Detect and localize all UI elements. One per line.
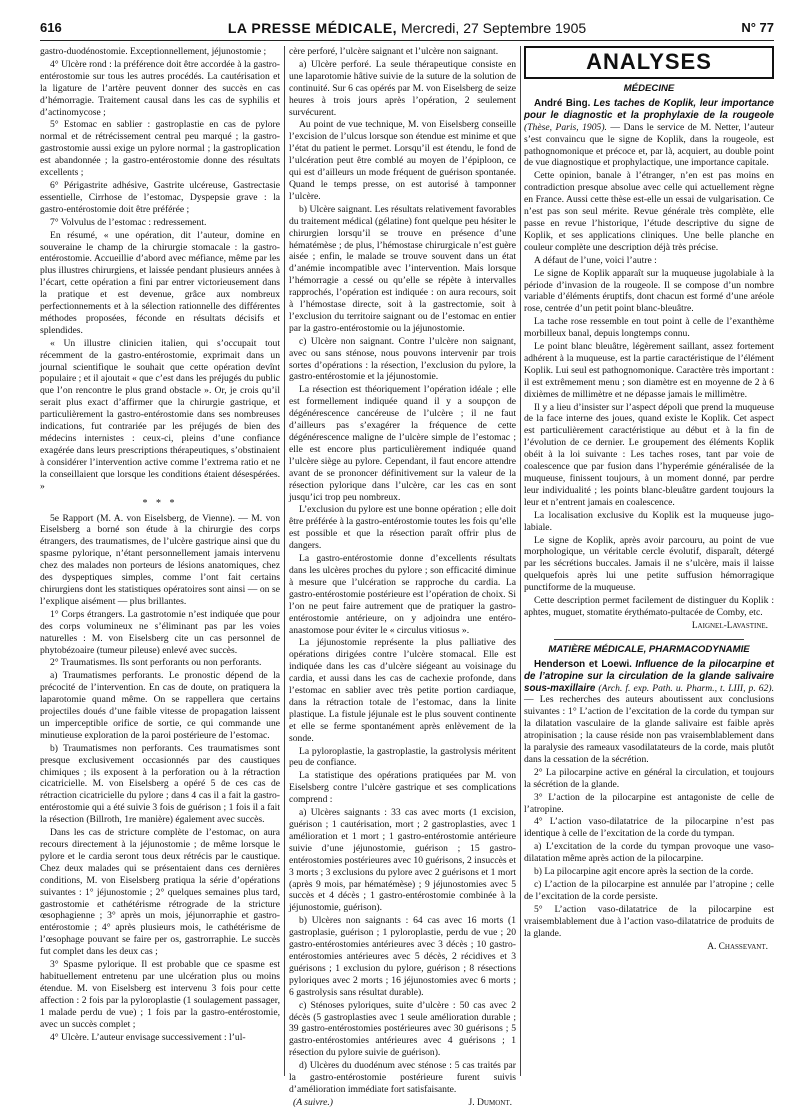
article-abstract [524, 98, 774, 169]
paragraph: cère perforé, l’ulcère saignant et l’ulcère non saignant. [289, 46, 499, 57]
paragraph: Cette description permet facilement de distinguer du Koplik : aphtes, muguet, stomatite érythémato-pultacée de Comby, etc. [524, 595, 774, 618]
paragraph: a) Traumatismes perforants. Le pronostic dépend de la précocité de l’intervention. En cas de doute, on pratiquera la laparotomie quand même. On se rappellera que certains projectiles doués d’une faible vitesse de propagation laissent un imperceptible orifice de sortie, ce qui commande une minutieuse exploration de la paroi postérieure de l’estomac. [40, 670, 280, 741]
section-title-analyses: ANALYSES [524, 46, 774, 79]
paragraph: La jéjunostomie représente la plus palliative des opérations dirigées contre l’ulcère stomacal. Elle est indiquée dans les cas d’ulcère siégeant au voisinage du cardia, et aussi dans les cas de cachexie profonde, dans l’estomac en sablier avec très petite portion cardiaque, dans la rétraction totale de l’estomac, dans la linite plastique. La fistule jéjunale est le plus souvent continente et elle se ferme spontanément après enlèvement de la sonde. [289, 637, 516, 744]
article-footer [289, 1097, 516, 1109]
paragraph: Il y a lieu d’insister sur l’aspect dépoli que prend la muqueuse de la face interne des joues, quand existe le Koplik. Cet aspect est particulièrement caractéristique au début et à la fin de l’évolution de ce dernier. Le groupement des éléments Koplik obéit à la loi suivante : Les taches roses, tant par voie de coalescence que par fusion dans l’hyperémie généralisée de la muqueuse, finissent toujours, à un moment donné, par perdre leur individualité ; les points blanc-bleuâtre gardent toujours la leur et n’entrent jamais en coalescence. [524, 401, 774, 508]
paragraph: 4° Ulcère. L’auteur envisage successivement : l’ul- [50, 1031, 246, 1043]
paragraph: La pyloroplastie, la gastroplastie, la gastrolysis méritent peu de confiance. [289, 745, 516, 769]
article-reference: (Arch. f. exp. Path. u. Pharm., t. LIII, p. 62). [598, 682, 774, 694]
paragraph: 3° L’action de la pilocarpine est antagoniste de celle de l’atropine. [524, 791, 774, 815]
author-signature: A. Chassevant. [707, 941, 768, 952]
column-rule [520, 46, 521, 1076]
paragraph: 5e Rapport (M. A. von Eiselsberg, de Vienne). — M. von Eiselsberg a borné son étude à la chirurgie des corps étrangers, des traumatismes, de l’ulcère gastrique ainsi que du spasme pylorique, n’étant personnellement jamais intervenu chez des malades non porteurs de lésions anatomiques, chez des dyspeptiques simples, comme l’ont fait certains chirurgiens dont les statistiques opératoires sont ainsi — on se l’explique aisément — plus brillantes. [40, 512, 280, 607]
paragraph: 3° Spasme pylorique. Il est probable que ce spasme est habituellement entretenu par une ulcération plus ou moins étendue. M. von Eiselsberg est intervenu 3 fois pour cette affection : 2 fois par la pyloroplastie (1 soulagement passager, 1 malade perdu de vue) ; 1 fois par la gastro-entérostomie, avec un succès complet ; [40, 959, 280, 1030]
paragraph: La statistique des opérations pratiquées par M. von Eiselsberg contre l’ulcère gastrique et ses complications comprend : [289, 770, 516, 806]
author-signature: Laignel-Lavastine. [691, 620, 768, 631]
paragraph: La localisation exclusive du Koplik est la muqueuse jugo-labiale. [524, 509, 774, 533]
paragraph: c) Ulcère non saignant. Contre l’ulcère non saignant, avec ou sans sténose, nous pouvons intervenir par trois sortes d’opérations : la résection, l’exclusion du pylore, la gastro-entérostomie et la jéjunostomie. [289, 335, 516, 383]
paragraph: c) Sténoses pyloriques, suite d’ulcère : 50 cas avec 2 décès (5 gastroplasties avec 1 seule amélioration durable ; 39 gastro-entérostomies postérieures avec 30 guérisons ; 5 gastro-entérostomies antérieures avec 4 guérisons ; 1 résection du pylore suivie de guérison). [289, 999, 516, 1059]
paragraph: Le signe de Koplik apparaît sur la muqueuse jugolabiale à la période d’invasion de la rougeole. Il se compose d’un nombre variable d’éléments éruptifs, dont chacun est formé d’une aréole rose, centrée d’un petit point blanc-bleuâtre. [524, 267, 774, 315]
paragraph: 4° Ulcère rond : la préférence doit être accordée à la gastro-entérostomie sur tous les autres procédés. La cautérisation et la ligature de l’artère peuvent donner des succès en cas d’hémorragie. Traitement causal dans les cas de syphilis et d’actinomycose ; [40, 58, 280, 118]
paragraph: b) Ulcère saignant. Les résultats relativement favorables du traitement médical (gélatine) font quelque peu hésiter le chirurgien lorsqu’il se trouve en présence d’une hématémèse ; de plus, l’hémostase chirurgicale n’est guère aisée ; enfin, le malade se trouve souvent dans un état d’anémie incompatible avec l’intervention. Mais lorsque l’hémorragie a cessé ou qu’elle se répète à intervalles rapprochés, l’opération est indiquée : on aura recours, soit à l’hémostase directe, soit à la gastrectomie, soit à l’exclusion du territoire saignant ou de l’estomac en entier par la gastro-entérostomie ou la jéjunostomie. [289, 203, 516, 334]
paragraph: a) Ulcères saignants : 33 cas avec morts (1 excision, guérison ; 1 cautérisation, mort ; 2 gastroplasties, avec 1 amélioration et 1 mort ; 1 gastro-entérostomie antérieure suivie d’une jéjunostomie, guérison ; 15 gastro-entérostomies postérieures avec 10 guérisons, 2 insuccès et 3 morts ; 3 exclusions du pylore avec 2 guérisons et 1 mort (après 9 mois, par hématémèse) ; 9 jéjunostomies avec 5 succès et 4 décès ; 1 gastro-entérostomie combinée à la jéjunostomie, guérison). [289, 807, 516, 914]
paragraph: 5° L’action vaso-dilatatrice de la pilocarpine est vraisemblablement due à l’action vaso-dilatatrice de produits de la glande. [524, 903, 774, 939]
paragraph: La gastro-entérostomie donne d’excellents résultats dans les ulcères proches du pylore ; son efficacité diminue à mesure que l’ulcération se rapproche du cardia. La gastro-entérostomie postérieure est l’opération de choix. Si l’on ne peut faire autrement que de pratiquer la gastro-entérostomie antérieure, on y adjoindra une entéro-anastomose pour éviter le « circulus vitiosus ». [289, 553, 516, 636]
article-reference: (Thèse, Paris, 1905). [524, 121, 607, 133]
paragraph: A défaut de l’une, voici l’autre : [534, 254, 657, 266]
paragraph: 2° Traumatismes. Ils sont perforants ou non perforants. [50, 657, 262, 669]
masthead [40, 20, 774, 36]
publication-name: LA PRESSE MÉDICALE, [227, 20, 398, 36]
article-title: Les taches de Koplik, leur importance pour le diagnostic et la prophylaxie de la rougeole [524, 97, 774, 121]
page-number: 616 [40, 20, 62, 35]
author-signature: J. Dumont. [468, 1096, 512, 1108]
paragraph: La résection est théoriquement l’opération idéale ; elle est formellement indiquée quand il y a soupçon de dégénérescence cancéreuse de l’ulcère ; il ne faut d’ailleurs pas s’exagérer la fréquence de cette dégénérescence maligne de l’ulcère simple de l’estomac ; elle est encore plus particulièrement indiquée quand l’ulcère siège au pylore. Cependant, il faut encore attendre avant de se prononcer définitivement sur la valeur de la résection pylorique dans l’ulcère, car les cas en sont jusqu’ici trop peu nombreux. [289, 384, 516, 503]
section-separator: * * * [142, 497, 178, 509]
paragraph: b) Traumatismes non perforants. Ces traumatismes sont presque exclusivement occasionnés par des caustiques chimiques ; ils exposent à la perforation ou à la rétraction cicatricielle. M. von Eiselsberg a opéré 5 de ces cas de rétraction cicatricielle du pylore ; dans 4 cas il a fait la gastro-entérostomie qui a été suivie 3 fois de guérison ; 1 fois il a fait la résection (Billroth, 1re manière) également avec succès. [40, 742, 280, 826]
paragraph: Cette opinion, banale à l’étranger, n’en est pas moins en contradiction presque absolue avec celle qui actuellement règne en France. Aussi cette thèse est-elle un essai de vulgarisation. Ce n’est pas son seul mérite. Revue générale très complète, elle passe en revue l’historique, l’étude descriptive du signe de Koplik, et ses applications cliniques. Une belle planche en couleur complète une description déjà très précise. [524, 170, 774, 253]
paragraph: 1° Corps étrangers. La gastrotomie n’est indiquée que pour des corps volumineux ne s’éliminant pas par les voies naturelles : M. von Eiselsberg cite un cas personnel de phytobézoaire (tumeur pileuse) enlevé avec succès. [40, 608, 280, 656]
paragraph: 6° Périgastrite adhésive, Gastrite ulcéreuse, Gastrectasie essentielle, Cirrhose de l’estomac, Dyspepsie grave : la gastro-entérostomie doit être préférée ; [40, 179, 280, 215]
paragraph: d) Ulcères du duodénum avec sténose : 5 cas traités par la gastro-entérostomie postérieure furent suivis d’amélioration immédiate fort satisfaisante. [289, 1060, 516, 1095]
paragraph: a) L’excitation de la corde du tympan provoque une vaso-dilatation même après action de la pilocarpine. [524, 841, 774, 865]
paragraph: Dans les cas de stricture complète de l’estomac, on aura recours directement à la jéjunostomie ; de même lorsque le pylore et le cardia seront tous deux rétrécis par le caustique. Chez deux malades qui se présentaient dans ces dernières conditions, M. von Eiselsberg pratiqua la série d’opérations suivantes : 1° jéjunostomie ; 2° quelques semaines plus tard, gastrostomie et cathétérisme rétrograde de la stricture œsophagienne ; 3° après un mois, jéjunorraphie et gastro-entérostomie ; 4° après plusieurs mois, le cathétérisme de l’œsophage pouvant se faire per os, gastrorraphie. Le succès fut complet dans les deux cas ; [40, 827, 280, 958]
paragraph: 2° La pilocarpine active en général la circulation, et toujours la sécrétion de la glande. [524, 766, 774, 790]
paragraph: L’exclusion du pylore est une bonne opération ; elle doit être préférée à la gastro-entérostomie toutes les fois qu’elle est possible et que la résection paraît offrir plus de dangers. [289, 504, 516, 552]
section-heading-medecine: MÉDECINE [623, 83, 675, 94]
paragraph: b) La pilocarpine agit encore après la section de la corde. [534, 866, 754, 878]
section-heading-matiere-medicale: MATIÈRE MÉDICALE, PHARMACODYNAMIE [548, 643, 750, 655]
paragraph: 5° Estomac en sablier : gastroplastie en cas de pylore normal et de rétrécissement central peu marqué ; la gastro-gastrostomie aussi exige un pylore normal ; la gastroplication est abandonnée ; la gastro-entérostomie donne des résultats excellents ; [40, 119, 280, 179]
article-text: — Les recherches des auteurs aboutissent aux conclusions suivantes : 1° L’action de l’excitation de la corde du tympan sur la dilatation vasculaire de la glande salivaire est faible après atropinisation ; la cause réside non pas vraisemblablement dans la paralysie des rameaux vasodilatateurs de la corde, mais plutôt dans la cessation de la sécrétion. [524, 694, 774, 765]
column-3 [524, 46, 774, 1078]
issue-date: Mercredi, 27 Septembre 1905 [400, 20, 587, 36]
paragraph: 7° Volvulus de l’estomac : redressement. [50, 216, 207, 228]
paragraph: b) Ulcères non saignants : 64 cas avec 16 morts (1 gastroplasie, guérison ; 1 pyloroplastie, perdu de vue ; 20 gastro-entérostomies antérieures avec 3 décès ; 10 gastro-entérostomies antérieures avec 5 décès, 2 récidives et 3 guérisons ; 1 exclusion du pylore, guérison ; 8 résections pyloriques avec 2 morts ; 16 jéjunostomies avec 6 morts ; 6 gastrolysis sans résultat durable). [289, 915, 516, 998]
column-1 [40, 46, 280, 1078]
column-rule [284, 46, 285, 1076]
article-abstract [524, 659, 774, 766]
paragraph: c) L’action de la pilocarpine est annulée par l’atropine ; celle de l’excitation de la corde persiste. [524, 879, 774, 902]
paragraph: Au point de vue technique, M. von Eiselsberg conseille l’excision de l’ulcus lorsque son étendue est minime et que l’état du patient le permet. Lorsqu’il est étendu, le fond de l’ulcération peut être comblé au moyen de l’épiploon, ce qui est d’ailleurs un mode fréquent de guérison spontanée. Quand le temps presse, on est autorisé à tamponner l’ulcère. [289, 119, 516, 202]
page-header [40, 18, 774, 41]
paragraph: a) Ulcère perforé. La seule thérapeutique consiste en une laparotomie hâtive suivie de la suture de la solution de continuité. Sur 6 cas opérés par M. von Eiselsberg de seize heures à trois jours après l’opération, 2 seulement survécurent. [289, 58, 516, 118]
article-text: — Dans le service de M. Netter, l’auteur s’est convaincu que le signe de Koplik, dans la rougeole, est pathognomonique et précoce et, par là, acquiert, au double point de vue diagnostique et prophylactique, une importance capitale. [524, 121, 774, 169]
article-author: Henderson et Loewi. [534, 658, 632, 670]
column-2 [289, 46, 516, 1108]
paragraph: Le signe de Koplik, après avoir parcouru, au point de vue morphologique, un véritable cercle évolutif, disparaît, détergé par les sécrétions buccales. Jamais il ne s’ulcère, mais il laisse quelquefois après lui une petite suffusion hémorragique punctiforme de la muqueuse. [524, 534, 774, 594]
to-be-continued: (A suivre.) [293, 1096, 333, 1108]
paragraph: En résumé, « une opération, dit l’auteur, domine en souveraine le champ de la chirurgie stomacale : la gastro-entérostomie. Accueillie d’abord avec méfiance, même par les plus illustres chirurgiens, et laissée pendant plusieurs années à l’écart, cette opération a fini par entrer victorieusement dans la pratique et est devenue, grâce aux nombreux perfectionnements et à la sélection rationnelle des différentes méthodes proposées, féconde en résultats décisifs et splendides. [40, 229, 280, 336]
section-divider [554, 639, 744, 640]
article-title: Influence de la pilocarpine et de l’atropine sur la circulation de la glande salivaire sous-maxillaire [524, 658, 775, 694]
paragraph: La tache rose ressemble en tout point à celle de l’exanthème morbilleux banal, depuis longtemps connu. [524, 316, 774, 340]
paragraph: 4° L’action vaso-dilatatrice de la pilocarpine n’est pas identique à celle de l’excitation de la corde du tympan. [524, 816, 774, 840]
paragraph: « Un illustre clinicien italien, qui s’occupait tout récemment de la gastro-entérostomie, exprimait dans un journal scientifique le souhait que cette opération devînt populaire ; et il ajoutait « que c’est dans les préjugés du public que l’on rencontre le plus grand obstacle ». Or, je crois qu’il serait plus exact d’affirmer que la chirurgie gastrique, et particulièrement la gastro-entérostomie dans ses nombreuses indications, fut contrariée par les préjugés de bien des médecins internistes : ceux-ci, pleins d’une confiance exagérée dans leurs prescriptions thérapeutiques, s’obstinaient à considérer l’intervention active comme l’extrema ratio et ne la conseillaient que lorsque les conditions étaient désespérées. » [40, 337, 280, 492]
article-author: André Bing. [534, 97, 591, 109]
issue-number: N° 77 [741, 20, 774, 35]
paragraph: gastro-duodénostomie. Exceptionnellement, jéjunostomie ; [40, 46, 267, 57]
paragraph: Le point blanc bleuâtre, légèrement saillant, assez fortement adhérent à la muqueuse, est la partie caractéristique de l’élément Koplik. Lui seul est pathognomonique. Caractère très important : il est extrêmement menu ; son diamètre est en moyenne de 2 à 6 dixièmes de millimètre et ne dépasse jamais le millimètre. [524, 341, 774, 400]
